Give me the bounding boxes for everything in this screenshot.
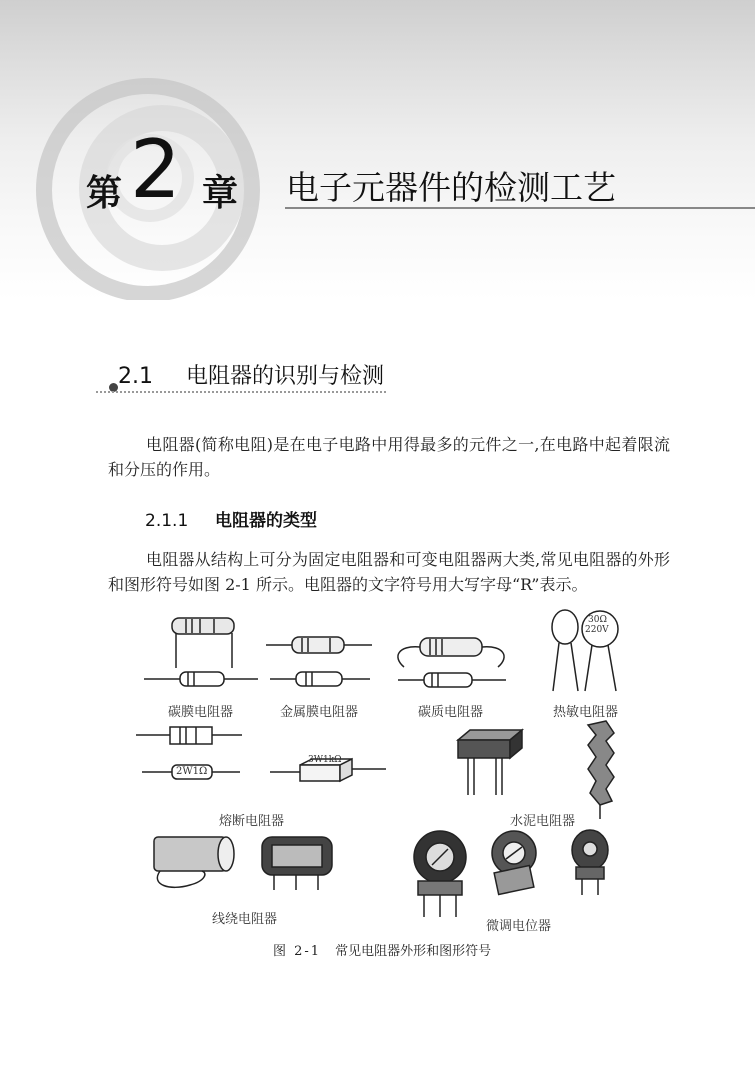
chapter-prefix: 第: [86, 173, 123, 214]
figure-drawing: [0, 605, 755, 935]
label-fuse: 熔断电阻器: [219, 814, 285, 829]
label-metal-film: 金属膜电阻器: [280, 705, 359, 720]
figure-number: 图 2-1: [273, 944, 322, 959]
metal-film-resistor-symbol: [270, 672, 370, 686]
chapter-suffix: 章: [202, 173, 239, 214]
wirewound-resistor-image-2: [262, 837, 332, 890]
section-heading: [118, 359, 384, 390]
cement-resistor-image-1: [458, 730, 522, 795]
label-trimmer: 微调电位器: [486, 919, 552, 934]
thermistor-image: [552, 610, 618, 691]
thermistor-resistance-mark: 30Ω: [588, 615, 607, 625]
thermistor-voltage-mark: 220V: [585, 625, 609, 635]
fuse-rating-mark: 2W1Ω: [176, 766, 208, 777]
fuse-resistor-image: [136, 727, 242, 744]
chapter-number: 2: [130, 123, 181, 216]
label-thermistor: 热敏电阻器: [553, 705, 619, 720]
paragraph-intro: 电阻器(简称电阻)是在电子电路中用得最多的元件之一,在电路中起着限流和分压的作用。: [108, 435, 670, 479]
section-underline: [96, 391, 386, 393]
carbon-composition-resistor-symbol: [398, 673, 506, 687]
chapter-title: 电子元器件的检测工艺: [286, 168, 616, 207]
figure-caption-text: 常见电阻器外形和图形符号: [335, 944, 492, 959]
subsection-heading: [145, 506, 317, 531]
trimmer-potentiometer-image-2: [492, 831, 536, 895]
label-carbon-composition: 碳质电阻器: [418, 705, 484, 720]
cement-rating-mark: 3W1kΩ: [308, 755, 342, 765]
label-carbon-film: 碳膜电阻器: [168, 705, 234, 720]
carbon-film-resistor-image: [172, 618, 234, 668]
wirewound-resistor-image: [154, 837, 234, 887]
trimmer-potentiometer-image-1: [414, 831, 466, 917]
label-cement: 水泥电阻器: [510, 814, 576, 829]
carbon-film-resistor-symbol: [144, 672, 258, 686]
label-wirewound: 线绕电阻器: [212, 912, 278, 927]
subsection-number: 2.1.1: [145, 511, 189, 531]
carbon-composition-resistor-image: [398, 638, 504, 667]
cement-resistor-image-2: [588, 721, 614, 819]
trimmer-potentiometer-image-3: [572, 830, 608, 895]
section-title: 电阻器的识别与检测: [186, 364, 385, 389]
paragraph-types: 电阻器从结构上可分为固定电阻器和可变电阻器两大类,常见电阻器的外形和图形符号如图 2-1 所示。电阻器的文字符号用大写字母“R”表示。: [108, 550, 670, 594]
section-number: 2.1: [118, 364, 153, 389]
figure-caption: [273, 940, 491, 959]
subsection-title: 电阻器的类型: [215, 511, 317, 531]
metal-film-resistor-image: [266, 637, 372, 653]
